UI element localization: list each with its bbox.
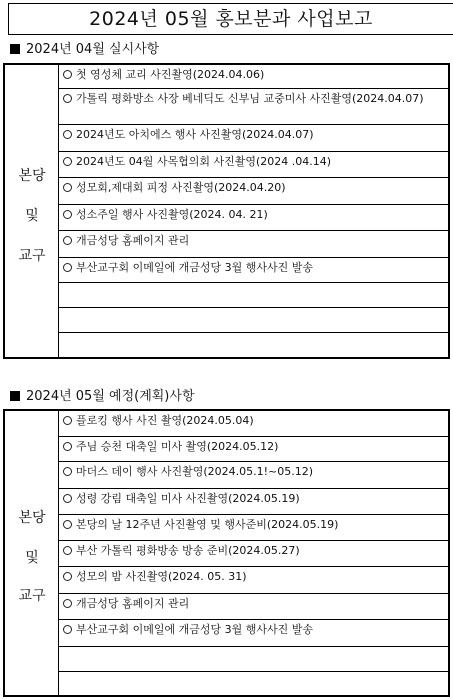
list-item: 가톨릭 평화방소 사장 베네딕도 신부님 교중미사 사진촬영(2024.04.07): [59, 89, 448, 125]
circle-bullet-icon: [63, 94, 72, 103]
circle-bullet-icon: [63, 520, 72, 529]
section-heading-text: 2024년 05월 예정(계획)사항: [26, 389, 195, 404]
circle-bullet-icon: [63, 263, 72, 272]
circle-bullet-icon: [63, 416, 72, 425]
list-item: 첫 영성체 교리 사진촬영(2024.04.06): [59, 65, 448, 89]
empty-row: [59, 333, 448, 357]
list-item: 성모의 밤 사진촬영(2024. 05. 31): [59, 567, 448, 594]
category-label: 본당: [18, 510, 46, 526]
list-item: 성모회,제대회 피정 사진촬영(2024.04.20): [59, 178, 448, 205]
category-label: 본당: [18, 168, 46, 184]
section-heading-may: [10, 387, 195, 407]
category-label: 교구: [18, 248, 46, 264]
report-table-april: [3, 63, 450, 359]
circle-bullet-icon: [63, 130, 72, 139]
category-label: 교구: [18, 588, 46, 604]
circle-bullet-icon: [63, 494, 72, 503]
circle-bullet-icon: [63, 210, 72, 219]
list-item: 본당의 날 12주년 사진촬영 및 행사준비(2024.05.19): [59, 515, 448, 541]
list-item: 부산교구회 이메일에 개금성당 3월 행사사진 발송: [59, 620, 448, 647]
report-table-may: [3, 409, 450, 697]
category-cell: [5, 65, 59, 357]
circle-bullet-icon: [63, 546, 72, 555]
list-item: 부산 가톨릭 평화방송 방송 준비(2024.05.27): [59, 541, 448, 567]
list-item: 플로킹 행사 사진 촬영(2024.05.04): [59, 411, 448, 437]
circle-bullet-icon: [63, 70, 72, 79]
empty-row: [59, 283, 448, 308]
section-heading-april: [10, 40, 159, 60]
category-cell: [5, 411, 59, 695]
circle-bullet-icon: [63, 236, 72, 245]
circle-bullet-icon: [63, 572, 72, 581]
empty-row: [59, 308, 448, 333]
category-label: 및: [25, 550, 39, 566]
list-item: 주님 승천 대축일 미사 촬영(2024.05.12): [59, 437, 448, 462]
section-heading-text: 2024년 04월 실시사항: [26, 42, 160, 57]
empty-row: [59, 672, 448, 695]
circle-bullet-icon: [63, 157, 72, 166]
list-item: 개금성당 홈페이지 관리: [59, 594, 448, 620]
list-item: 개금성당 홈페이지 관리: [59, 231, 448, 258]
black-square-icon: [10, 44, 20, 54]
list-item: 2024년도 04월 사목협의회 사진촬영(2024 .04.14): [59, 152, 448, 178]
circle-bullet-icon: [63, 599, 72, 608]
list-item: 성령 강림 대축일 미사 사진촬영(2024.05.19): [59, 489, 448, 515]
empty-row: [59, 647, 448, 672]
list-item: 부산교구회 이메일에 개금성당 3월 행사사진 발송: [59, 258, 448, 283]
circle-bullet-icon: [63, 183, 72, 192]
circle-bullet-icon: [63, 442, 72, 451]
circle-bullet-icon: [63, 467, 72, 476]
list-item: 마더스 데이 행사 사진촬영(2024.05.1!~05.12): [59, 462, 448, 489]
circle-bullet-icon: [63, 625, 72, 634]
black-square-icon: [10, 391, 20, 401]
list-item: 성소주일 행사 사진촬영(2024. 04. 21): [59, 205, 448, 231]
list-item: 2024년도 아치에스 행사 사진촬영(2024.04.07): [59, 125, 448, 152]
category-label: 및: [25, 208, 39, 224]
page-title: 2024년 05월 홍보분과 사업보고: [8, 3, 453, 35]
